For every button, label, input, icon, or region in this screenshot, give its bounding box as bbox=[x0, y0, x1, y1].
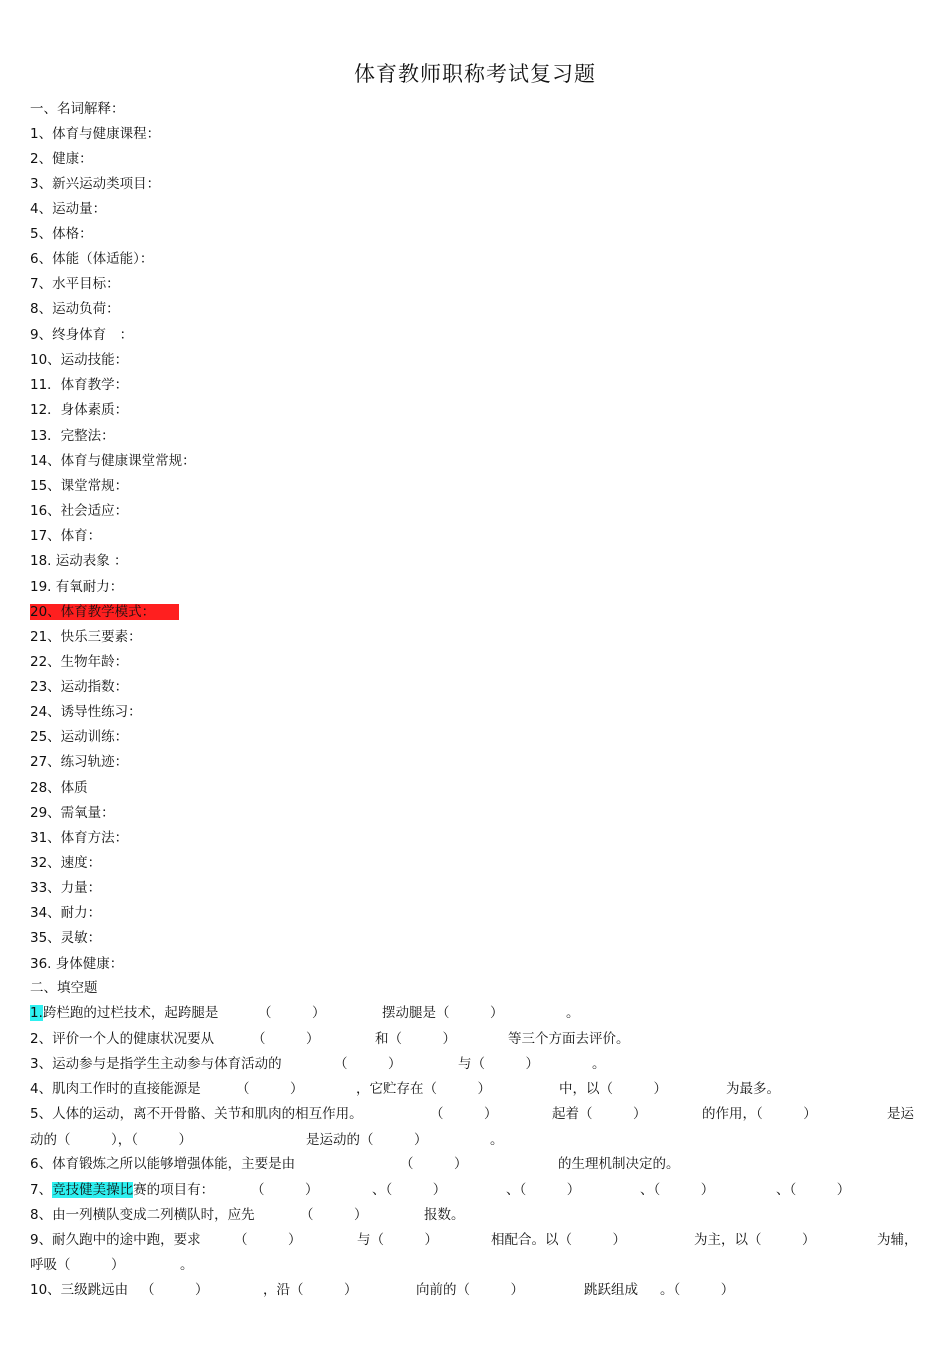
term-item: 21、快乐三要素： bbox=[30, 629, 142, 645]
blank: 为主，以（ ） bbox=[694, 1232, 816, 1248]
term-item: 6、体能（体适能）： bbox=[30, 251, 154, 267]
question-5: 5、人体的运动，离不开骨骼、关节和肌肉的相互作用。 bbox=[30, 1106, 363, 1122]
term-item: 28、体质 bbox=[30, 780, 88, 796]
blank: 动的（ ），（ ） bbox=[30, 1132, 192, 1148]
question-end: 。 bbox=[592, 1056, 606, 1072]
term-item: 35、灵敏： bbox=[30, 930, 102, 946]
term-item: 4、运动量： bbox=[30, 201, 107, 217]
blank: 呼吸（ ） bbox=[30, 1257, 125, 1273]
blank: （ ） bbox=[252, 1031, 320, 1047]
term-item: 15、课堂常规： bbox=[30, 478, 129, 494]
term-item: 11．体育教学： bbox=[30, 377, 129, 393]
blank: ，沿（ ） bbox=[263, 1282, 358, 1298]
blank: （ ） bbox=[236, 1081, 304, 1097]
term-item: 22、生物年龄： bbox=[30, 654, 129, 670]
term-item: 1、体育与健康课程： bbox=[30, 126, 161, 142]
blank: （ ） bbox=[400, 1156, 468, 1172]
blank: （ ） bbox=[141, 1282, 209, 1298]
term-item: 23、运动指数： bbox=[30, 679, 129, 695]
term-item: 32、速度： bbox=[30, 855, 102, 871]
question-text: 为最多。 bbox=[726, 1081, 780, 1097]
term-item: 3、新兴运动类项目： bbox=[30, 176, 161, 192]
question-4: 4、肌肉工作时的直接能源是 bbox=[30, 1081, 201, 1097]
blank: 相配合。以（ ） bbox=[491, 1232, 626, 1248]
blank: （ ） bbox=[258, 1005, 326, 1021]
question-number: 7、 bbox=[30, 1182, 53, 1198]
question-1 bbox=[30, 1004, 218, 1022]
question-text: 是运 bbox=[887, 1106, 914, 1122]
term-item: 14、体育与健康课堂常规： bbox=[30, 453, 196, 469]
term-item: 9、终身体育 ： bbox=[30, 327, 134, 343]
term-item-highlighted bbox=[30, 603, 179, 621]
term-item: 31、体育方法： bbox=[30, 830, 129, 846]
term-item: 25、运动训练： bbox=[30, 729, 129, 745]
blank: 的作用，（ ） bbox=[702, 1106, 817, 1122]
term-item: 36. 身体健康： bbox=[30, 956, 124, 972]
blank: 中，以（ ） bbox=[559, 1081, 667, 1097]
question-text: 的生理机制决定的。 bbox=[558, 1156, 680, 1172]
term-item: 16、社会适应： bbox=[30, 503, 129, 519]
blank: 与（ ） bbox=[458, 1056, 539, 1072]
term-item: 12．身体素质： bbox=[30, 402, 129, 418]
blank: （ ） bbox=[430, 1106, 498, 1122]
question-text: 跨栏跑的过栏技术，起跨腿是 bbox=[42, 1005, 219, 1021]
question-text: 跳跃组成 bbox=[584, 1282, 638, 1298]
section-heading-definitions: 一、名词解释： bbox=[30, 101, 125, 117]
question-3: 3、运动参与是指学生主动参与体育活动的 bbox=[30, 1056, 282, 1072]
question-number-highlight: 1. bbox=[30, 1005, 43, 1021]
blank: 是运动的（ ） bbox=[306, 1132, 428, 1148]
question-10: 10、三级跳远由 bbox=[30, 1282, 129, 1298]
term-item: 17、体育： bbox=[30, 528, 102, 544]
blank: 、（ ） bbox=[506, 1182, 581, 1198]
blank: 摆动腿是（ ） bbox=[382, 1005, 504, 1021]
blank: 。（ ） bbox=[660, 1282, 735, 1298]
blank: （ ） bbox=[234, 1232, 302, 1248]
question-text: 等三个方面去评价。 bbox=[508, 1031, 630, 1047]
question-8: 8、由一列横队变成二列横队时，应先 bbox=[30, 1207, 255, 1223]
term-item: 13．完整法： bbox=[30, 428, 115, 444]
blank: （ ） bbox=[334, 1056, 402, 1072]
question-end: 。 bbox=[490, 1132, 504, 1148]
blank: 与（ ） bbox=[357, 1232, 438, 1248]
page-title: 体育教师职称考试复习题 bbox=[354, 62, 596, 86]
question-end: 。 bbox=[180, 1257, 194, 1273]
blank: 向前的（ ） bbox=[416, 1282, 524, 1298]
term-item: 8、运动负荷： bbox=[30, 301, 120, 317]
term-item: 5、体格： bbox=[30, 226, 93, 242]
term-item: 33、力量： bbox=[30, 880, 102, 896]
question-text: 赛的项目有： bbox=[133, 1182, 215, 1198]
question-text: 为辅， bbox=[877, 1232, 918, 1248]
term-item: 18. 运动表象 ： bbox=[30, 553, 128, 569]
highlighted-phrase: 竞技健美操比 bbox=[52, 1182, 134, 1198]
question-2: 2、评价一个人的健康状况要从 bbox=[30, 1031, 215, 1047]
blank: 和（ ） bbox=[375, 1031, 456, 1047]
term-item: 10、运动技能： bbox=[30, 352, 129, 368]
highlighted-term: 20、体育教学模式： bbox=[30, 604, 179, 620]
term-item: 24、诱导性练习： bbox=[30, 704, 142, 720]
blank: 、（ ） bbox=[776, 1182, 851, 1198]
term-item: 19. 有氧耐力： bbox=[30, 579, 124, 595]
question-end: 。 bbox=[566, 1005, 580, 1021]
blank: 、（ ） bbox=[372, 1182, 447, 1198]
blank: 、（ ） bbox=[640, 1182, 715, 1198]
blank: （ ） bbox=[300, 1207, 368, 1223]
question-7 bbox=[30, 1181, 214, 1199]
blank: 起着（ ） bbox=[552, 1106, 647, 1122]
blank: ，它贮存在（ ） bbox=[356, 1081, 491, 1097]
blank: （ ） bbox=[251, 1182, 319, 1198]
term-item: 7、水平目标： bbox=[30, 276, 120, 292]
question-text: 报数。 bbox=[424, 1207, 465, 1223]
question-9: 9、耐久跑中的途中跑，要求 bbox=[30, 1232, 201, 1248]
term-item: 29、需氧量： bbox=[30, 805, 115, 821]
term-item: 34、耐力： bbox=[30, 905, 102, 921]
term-item: 2、健康： bbox=[30, 151, 93, 167]
term-item: 27、练习轨迹： bbox=[30, 754, 129, 770]
section-heading-fill-in: 二、填空题 bbox=[30, 980, 98, 996]
question-6: 6、体育锻炼之所以能够增强体能，主要是由 bbox=[30, 1156, 296, 1172]
